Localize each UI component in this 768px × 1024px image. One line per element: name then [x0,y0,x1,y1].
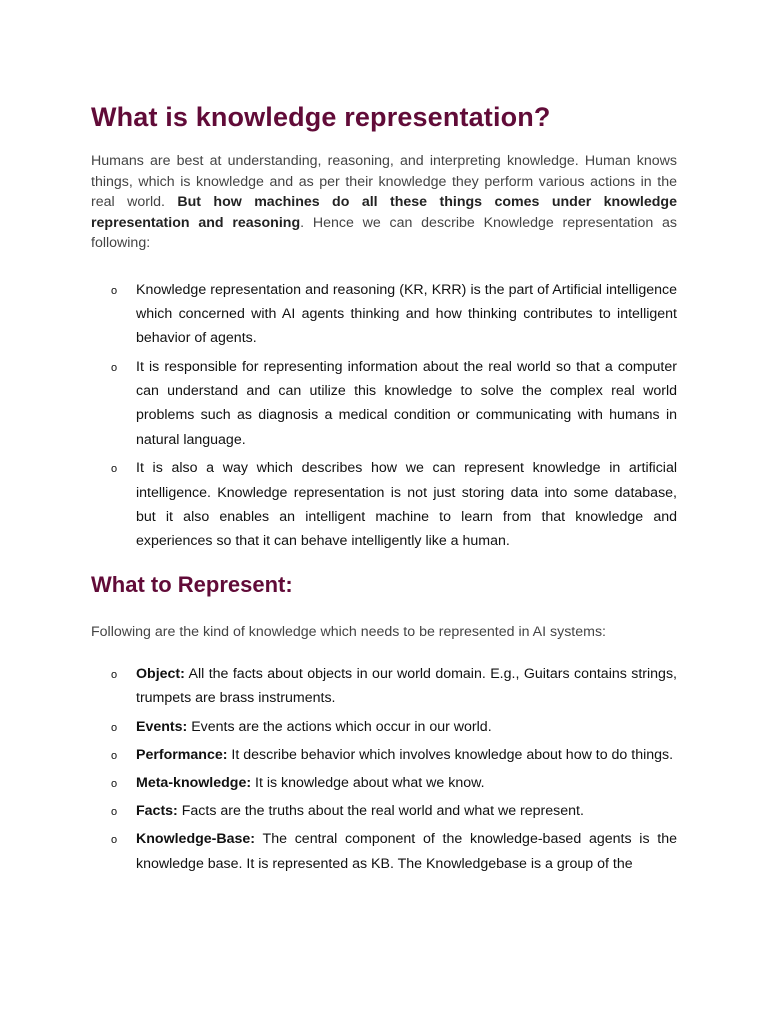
list-item-text: It describe behavior which involves knowledge about how to do things. [227,746,674,763]
list-item [91,771,677,795]
bullet-circle-icon: o [111,669,118,682]
list-item-text: All the facts about objects in our world domain. E.g., Guitars contains strings, trumpets are brass instruments. [136,666,677,707]
intro-paragraph [91,151,677,254]
list-item-text: The central component of the knowledge-based agents is the knowledge base. It is represented as KB. The Knowledgebase is a group of the [136,831,677,872]
list-item-text: It is knowledge about what we know. [251,775,485,792]
bullet-circle-icon: o [111,806,118,819]
list-item-term: Performance: [136,746,228,763]
document-page [91,96,677,880]
bullet-circle-icon: o [111,778,118,791]
section-heading-what-to-represent: What to Represent: [91,572,293,598]
list-item-text: It is responsible for representing information about the real world so that a computer can understand and can utilize this knowledge to solve the complex real world problems such as diagnosis a medical condition or communicating with humans in natural language. [136,359,677,448]
bullet-circle-icon: o [111,284,118,297]
bullet-circle-icon: o [111,834,118,847]
list-item-term: Knowledge-Base: [136,831,256,848]
list-item-term: Object: [136,666,185,683]
intro-text-2: . Hence we can describe Knowledge representation as following: [91,214,677,252]
bullet-circle-icon: o [111,362,118,375]
list-item [91,355,677,452]
knowledge-kinds-list [91,662,677,876]
list-item-term: Facts: [136,803,178,820]
list-item [91,743,677,767]
list-item-text: It is also a way which describes how we can represent knowledge in artificial intelligence. Knowledge representation is not just storing data into some database, but it also enables an intelligent machine to learn from that knowledge and experiences so that it can behave intelligently like a human. [136,460,677,549]
list-item [91,278,677,351]
list-item [91,799,677,823]
list-item [91,827,677,875]
intro-bold-text: But how machines do all these things comes under knowledge representation and reasoning [91,194,677,231]
bullet-circle-icon: o [111,463,118,476]
list-item [91,715,677,739]
list-item-term: Meta-knowledge: [136,775,252,792]
list-item [91,456,677,553]
list-item-text: Facts are the truths about the real world and what we represent. [177,803,584,820]
list-item-text: Events are the actions which occur in our world. [187,718,492,735]
intro-text-1: Humans are best at understanding, reasoning, and interpreting knowledge. Human knows things, which is knowledge and as per their knowledge they perform various actions in the real world. [91,153,677,211]
list-item-text: Knowledge representation and reasoning (KR, KRR) is the part of Artificial intelligence which concerned with AI agents thinking and how thinking contributes to intelligent behavior of agents. [136,281,677,347]
list-item-term: Events: [136,718,188,735]
page-title: What is knowledge representation? [91,102,551,132]
bullet-circle-icon: o [111,721,118,734]
section-lead-text: Following are the kind of knowledge which needs to be represented in AI systems: [91,624,606,641]
definition-list [91,278,677,553]
list-item [91,662,677,710]
bullet-circle-icon: o [111,749,118,762]
